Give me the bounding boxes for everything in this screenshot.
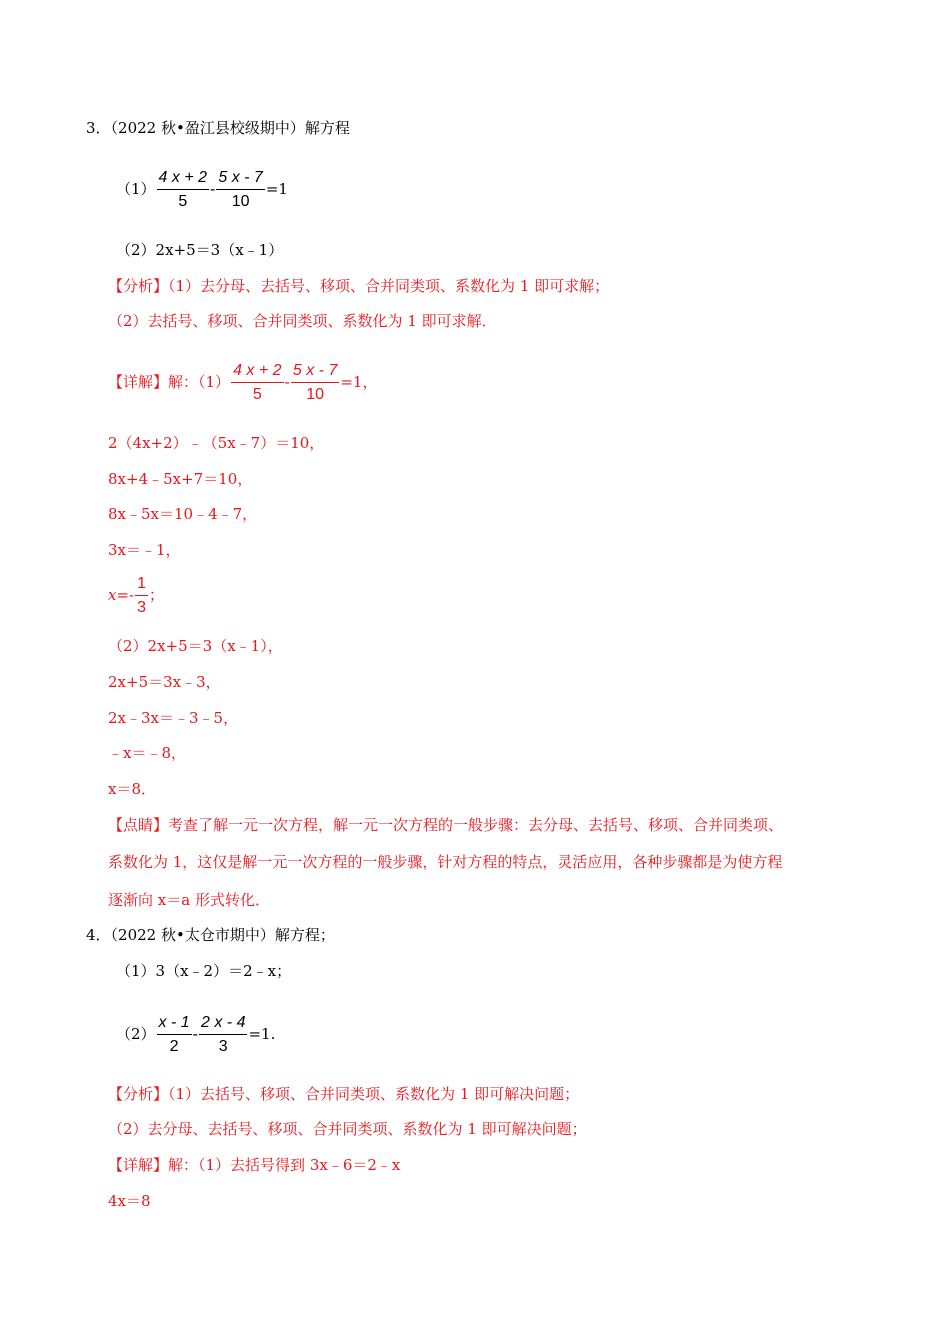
q3-comment-text1: 考查了解一元一次方程，解一元一次方程的一般步骤：去分母、去括号、移项、合并同类项、 [168,816,784,834]
q4-source: （2022 秋•太仓市期中） [110,926,275,944]
q4-fraction-1 [157,1013,192,1057]
q3-step-5-fraction [135,574,148,618]
q3-part1-rhs: =1 [265,180,288,198]
q3-step-3: 8x﹣5x＝10﹣4﹣7， [108,505,258,523]
q4-step-1: 4x＝8 [108,1192,151,1210]
q3-analysis-line2: （2）去括号、移项、合并同类项、系数化为 1 即可求解． [108,312,497,330]
q3-detail-fraction-2-denominator: 10 [306,386,324,403]
q3-fraction-2-numerator: 5 x - 7 [216,168,264,190]
q3-fraction-1-numerator: 4 x + 2 [157,168,209,190]
q4-analysis-tag: 【分析】 [108,1085,169,1103]
q4-fraction-1-numerator: x - 1 [157,1013,192,1035]
q4-fraction-2 [199,1013,247,1057]
q3-comment-tag: 【点睛】 [108,816,169,834]
q4-detail-tag: 【详解】 [108,1156,169,1174]
q3-step-1: 2（4x+2）﹣（5x﹣7）＝10， [108,434,325,452]
q3-minus-sign: - [210,181,216,198]
q4-part2-equation [116,1013,275,1057]
q4-part2-label: （2） [116,1025,156,1043]
q3-step-5 [108,574,164,618]
q3-comment-line3: 逐渐向 x＝a 形式转化． [108,891,270,909]
q3-step-5-denominator: 3 [137,599,147,616]
q3-fraction-1 [157,168,209,212]
q3-heading [86,118,350,138]
q3-source: （2022 秋•盈江县校级期中） [110,119,305,137]
q4-detail-text1: 解：（1）去括号得到 3x﹣6＝2﹣x [168,1156,401,1174]
q3-step-2: 8x+4﹣5x+7＝10， [108,470,253,488]
q3-detail-tag: 【详解】 [108,373,169,391]
q3-detail-fraction-2 [291,361,339,405]
q3-analysis-text1: （1）去分母、去括号、移项、合并同类项、系数化为 1 即可求解； [168,277,610,295]
q4-part2-rhs: =1. [248,1025,276,1043]
q3-detail-fraction-1-numerator: 4 x + 2 [231,361,283,383]
q4-prompt: 解方程； [274,926,335,944]
q3-comment-line1 [108,815,783,835]
q4-heading [86,925,335,945]
q3-part1-label: （1） [116,180,156,198]
q3-part2-step-5: x＝8． [108,780,157,798]
q3-part2: （2）2x+5＝3（x﹣1） [116,241,284,259]
q3-step-5-lhs: x=- [108,586,135,604]
q3-step-5-numerator: 1 [135,574,148,596]
q3-detail-fraction-2-numerator: 5 x - 7 [291,361,339,383]
q3-detail-minus: - [284,374,290,391]
q3-analysis-line1 [108,276,609,296]
q4-analysis-line1 [108,1084,579,1104]
q4-fraction-2-numerator: 2 x - 4 [199,1013,247,1035]
q3-detail-fraction-1-denominator: 5 [252,386,262,403]
q3-analysis-tag: 【分析】 [108,277,169,295]
q4-analysis-line2: （2）去分母、去括号、移项、合并同类项、系数化为 1 即可解决问题； [108,1120,587,1138]
q3-detail-fraction-1 [231,361,283,405]
q4-fraction-2-denominator: 3 [218,1038,228,1055]
q3-part2-step-4: ﹣x＝﹣8， [108,744,187,762]
q3-fraction-2-denominator: 10 [231,193,250,210]
q3-step-5-end: ； [149,586,165,604]
q3-part2-step-1: （2）2x+5＝3（x﹣1）， [108,637,283,655]
q4-detail-line [108,1155,400,1175]
q3-detail-rhs: =1， [340,373,378,391]
q3-comment-line2: 系数化为 1，这仅是解一元一次方程的一般步骤，针对方程的特点，灵活应用，各种步骤都是为使方程 [108,853,783,871]
q3-part1-equation [116,168,288,212]
q3-step-4: 3x＝﹣1， [108,541,181,559]
q3-prompt: 解方程 [304,119,350,137]
q4-analysis-text1: （1）去括号、移项、合并同类项、系数化为 1 即可解决问题； [168,1085,580,1103]
q3-part2-step-2: 2x+5＝3x﹣3， [108,673,221,691]
q4-number: 4． [86,926,111,944]
q3-detail-line [108,361,377,405]
q3-detail-intro: 解：（1） [168,373,231,391]
q4-minus-sign: - [192,1026,198,1043]
q3-fraction-2 [216,168,264,212]
q3-number: 3． [86,119,111,137]
q4-part1: （1）3（x﹣2）＝2﹣x； [116,962,292,980]
q3-fraction-1-denominator: 5 [178,193,188,210]
q4-fraction-1-denominator: 2 [169,1038,179,1055]
q3-part2-step-3: 2x﹣3x＝﹣3﹣5， [108,709,239,727]
